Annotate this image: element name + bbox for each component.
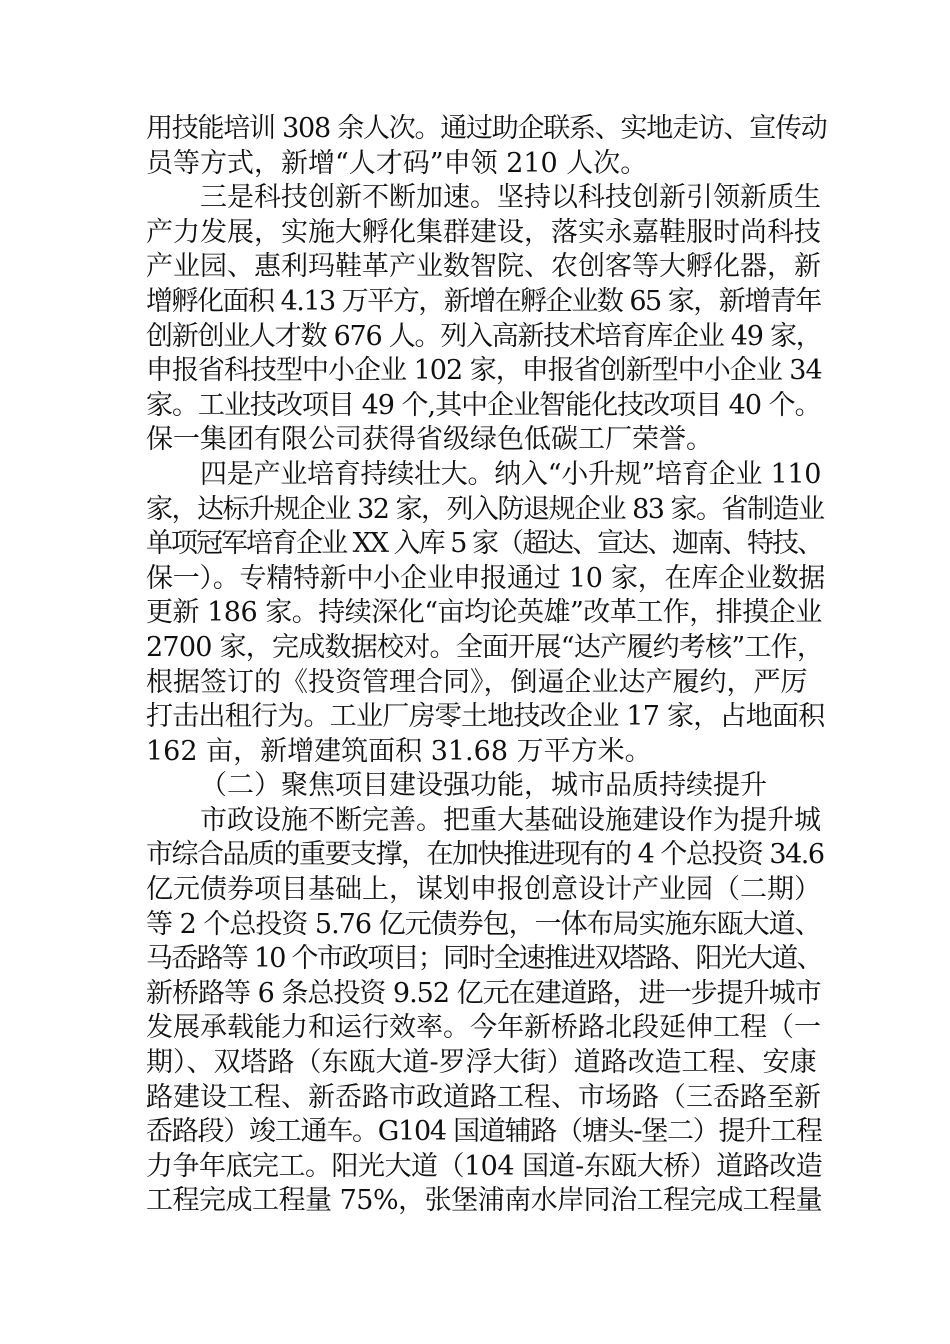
text-line: 等 2 个总投资 5.76 亿元债券包，一体布局实施东瓯大道、	[146, 908, 821, 940]
text-line: 单项冠军培育企业 XX 入库 5 家（超达、宣达、迦南、特技、	[146, 528, 822, 560]
text-line: 发展承载能力和运行效率。今年新桥路北段延伸工程（一	[146, 1012, 821, 1044]
text-line: 产力发展，实施大孵化集群建设，落实永嘉鞋服时尚科技	[146, 216, 821, 248]
text-line: 四是产业培育持续壮大。纳入“小升规”培育企业 110	[200, 458, 822, 490]
text-line: 家，达标升规企业 32 家，列入防退规企业 83 家。省制造业	[146, 493, 824, 525]
text-line: 路建设工程、新岙路市政道路工程、市场路（三岙路至新	[146, 1081, 821, 1113]
text-line: 产业园、惠利玛鞋革产业数智院、农创客等大孵化器，新	[146, 251, 821, 283]
text-line: 2700 家，完成数据校对。全面开展“达产履约考核”工作，	[146, 631, 824, 663]
text-line: 三是科技创新不断加速。坚持以科技创新引领新质生	[200, 182, 821, 214]
text-line: 工程完成工程量 75%，张堡浦南水岸同治工程完成工程量	[146, 1185, 823, 1217]
text-line: 市综合品质的重要支撑，在加快推进现有的 4 个总投资 34.6	[146, 839, 824, 871]
text-line: 期）、双塔路（东瓯大道-罗浮大街）道路改造工程、安康	[146, 1047, 817, 1079]
text-line: 力争年底完工。阳光大道（104 国道-东瓯大桥）道路改造	[146, 1150, 823, 1182]
text-line: 增孵化面积 4.13 万平方，新增在孵企业数 65 家，新增青年	[146, 285, 821, 317]
text-line: （二）聚焦项目建设强功能，城市品质持续提升	[200, 770, 767, 802]
text-line: 保一集团有限公司获得省级绿色低碳工厂荣誉。	[146, 424, 713, 456]
text-line: 员等方式，新增“人才码”申领 210 人次。	[146, 147, 648, 179]
text-line: 162 亩，新增建筑面积 31.68 万平方米。	[146, 735, 652, 767]
text-line: 保一）。专精特新中小企业申报通过 10 家，在库企业数据	[146, 562, 826, 594]
document-body	[146, 112, 826, 1219]
text-line: 马岙路等 10 个市政项目；同时全速推进双塔路、阳光大道、	[146, 943, 822, 975]
text-line: 根据签订的《投资管理合同》，倒逼企业达产履约，严厉	[146, 666, 808, 698]
text-line: 用技能培训 308 余人次。通过助企联系、实地走访、宣传动	[146, 113, 827, 144]
text-line: 更新 186 家。持续深化“亩均论英雄”改革工作，排摸企业	[146, 597, 822, 629]
text-line: 申报省科技型中小企业 102 家，申报省创新型中小企业 34	[146, 355, 822, 387]
text-line: 亿元债券项目基础上，谋划申报创意设计产业园（二期）	[146, 874, 821, 906]
text-line: 创新创业人才数 676 人。列入高新技术培育库企业 49 家，	[146, 320, 822, 352]
text-line: 市政设施不断完善。把重大基础设施建设作为提升城	[200, 804, 821, 836]
text-line: 新桥路等 6 条总投资 9.52 亿元在建道路，进一步提升城市	[146, 977, 821, 1009]
text-line: 打击出租行为。工业厂房零土地技改企业 17 家，占地面积	[146, 701, 825, 733]
text-line: 岙路段）竣工通车。G104 国道辅路（塘头-堡二）提升工程	[146, 1116, 822, 1148]
text-line: 家。工业技改项目 49 个,其中企业智能化技改项目 40 个。	[146, 389, 821, 421]
